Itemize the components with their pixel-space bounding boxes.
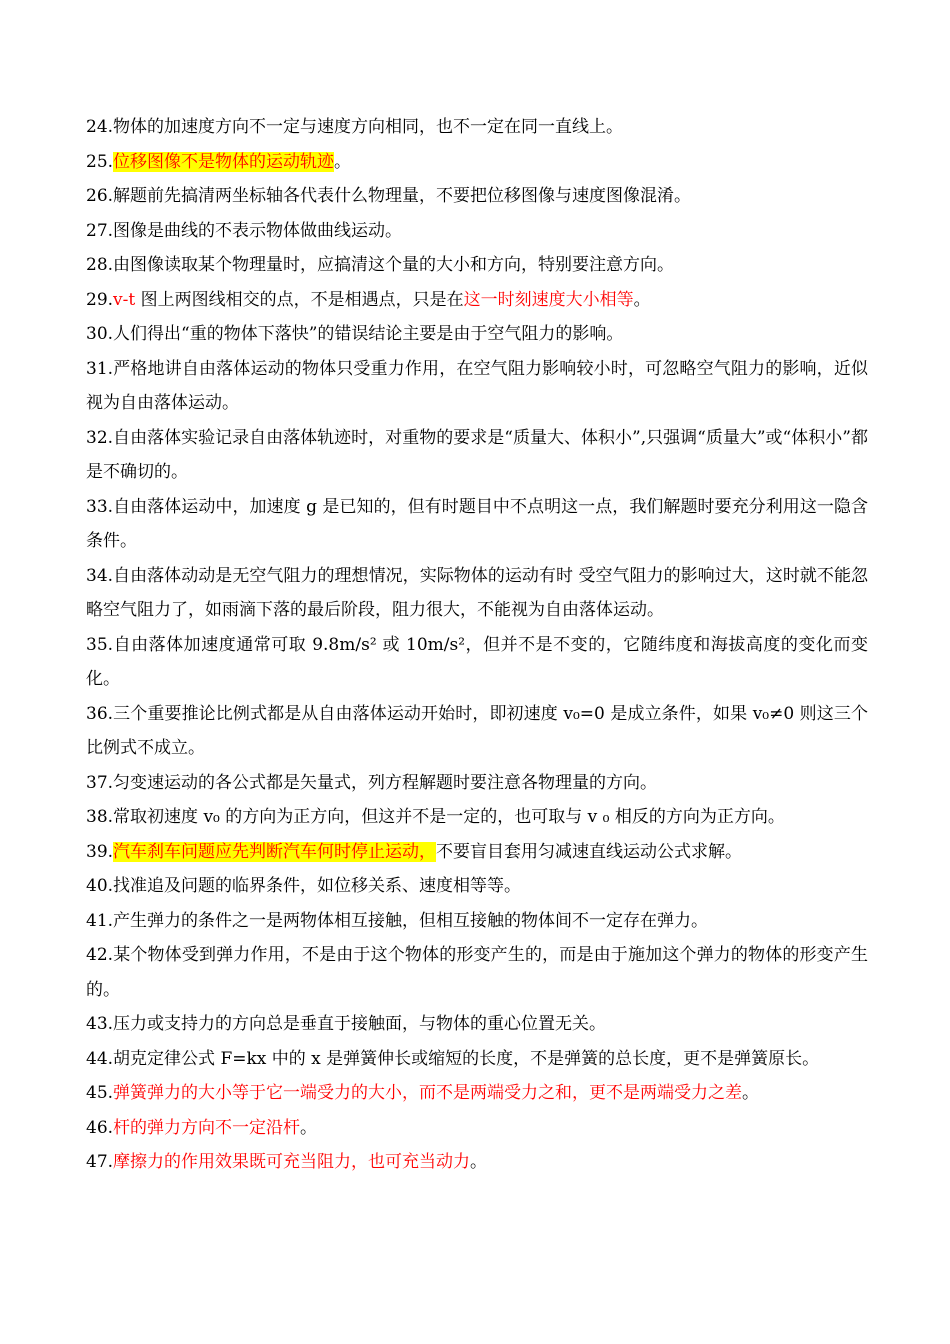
item-number: 28. [86,255,114,275]
list-item [86,904,868,939]
item-number: 26. [86,186,114,206]
item-number: 35. [86,634,114,655]
item-text: 。 [633,289,651,310]
item-number: 24. [86,117,114,137]
item-text: 匀变速运动的各公式都是矢量式，列方程解题时要注意各物理量的方向。 [113,772,658,793]
list-item [86,1145,868,1180]
item-text: 某个物体受到弹力作用，不是由于这个物体的形变产生的，而是由于施加这个弹力的物体的形变产生的。 [86,945,868,1000]
item-text: 胡克定律公式 F=kx 中的 x 是弹簧伸长或缩短的长度，不是弹簧的总长度，更不是弹簧原长。 [113,1048,820,1069]
list-item [86,835,868,870]
item-number: 44. [86,1048,114,1069]
item-text: 。 [334,151,352,172]
item-number: 29. [86,289,114,310]
item-text: 。 [470,1152,488,1172]
list-item [86,628,868,697]
item-text: 解题前先搞清两坐标轴各代表什么物理量，不要把位移图像与速度图像混淆。 [113,186,692,206]
item-text: 不要盲目套用匀减速直线运动公式求解。 [436,841,743,862]
list-item [86,283,868,318]
list-item [86,559,868,628]
item-number: 27. [86,220,114,241]
list-item [86,1007,868,1042]
item-number: 37. [86,772,114,793]
emphasis-text: v-t [113,289,136,310]
list-item [86,145,868,180]
item-text: 自由落体加速度通常可取 9.8m/s² 或 10m/s²，但并不是不变的，它随纬度和海拔高度的变化而变化。 [86,634,868,689]
emphasis-text: 位移图像不是物体的运动轨迹 [113,151,335,172]
list-item [86,869,868,904]
item-number: 41. [86,910,114,931]
item-number: 45. [86,1083,114,1103]
item-number: 33. [86,496,114,517]
emphasis-text: 摩擦力的作用效果既可充当阻力，也可充当动力 [113,1152,471,1172]
emphasis-text: 弹簧弹力的大小等于它一端受力的大小，而不是两端受力之和，更不是两端受力之差 [113,1083,743,1103]
list-item [86,1076,868,1111]
list-item [86,697,868,766]
list-item [86,317,868,352]
list-item [86,800,868,835]
item-text: 找准追及问题的临界条件，如位移关系、速度相等等。 [113,876,522,896]
item-text: 。 [742,1083,760,1103]
item-number: 43. [86,1014,114,1034]
list-item [86,490,868,559]
item-text: 人们得出“重的物体下落快”的错误结论主要是由于空气阻力的影响。 [113,324,624,344]
emphasis-text: 这一时刻速度大小相等 [463,289,634,310]
item-number: 32. [86,427,114,448]
item-number: 38. [86,807,114,827]
item-text: 自由落体动动是无空气阻力的理想情况，实际物体的运动有时 受空气阻力的影响过大，这时就不能忽略空气阻力了，如雨滴下落的最后阶段，阻力很大，不能视为自由落体运动。 [86,565,868,620]
emphasis-text: 汽车刹车问题应先判断汽车何时停止运动， [113,841,437,862]
item-text: 。 [300,1117,318,1138]
item-text: 自由落体实验记录自由落体轨迹时，对重物的要求是“质量大、体积小”,只强调“质量大”或“体积小”都是不确切的。 [86,427,868,482]
item-number: 30. [86,324,114,344]
item-number: 46. [86,1117,114,1138]
item-number: 40. [86,876,114,896]
item-number: 34. [86,565,114,586]
list-item [86,352,868,421]
list-item [86,214,868,249]
item-text: 自由落体运动中，加速度 g 是已知的，但有时题目中不点明这一点，我们解题时要充分利用这一隐含条件。 [86,496,868,551]
item-number: 42. [86,945,114,965]
item-text: 物体的加速度方向不一定与速度方向相同，也不一定在同一直线上。 [113,117,624,137]
item-text: 由图像读取某个物理量时，应搞清这个量的大小和方向，特别要注意方向。 [113,255,675,275]
list-item [86,1111,868,1146]
document-body [86,110,868,1180]
item-text: 图上两图线相交的点，不是相遇点，只是在 [135,289,464,310]
list-item [86,110,868,145]
emphasis-text: 杆的弹力方向不一定沿杆 [113,1117,301,1138]
item-number: 31. [86,358,114,379]
list-item [86,766,868,801]
item-text: 产生弹力的条件之一是两物体相互接触，但相互接触的物体间不一定存在弹力。 [113,910,709,931]
item-text: 严格地讲自由落体运动的物体只受重力作用，在空气阻力影响较小时，可忽略空气阻力的影响，近似视为自由落体运动。 [86,358,868,413]
list-item [86,1042,868,1077]
item-text: 常取初速度 v₀ 的方向为正方向，但这并不是一定的，也可取与 v ₀ 相反的方向为正方向。 [113,807,785,827]
item-number: 25. [86,151,114,172]
item-number: 36. [86,703,114,724]
item-text: 图像是曲线的不表示物体做曲线运动。 [113,220,403,241]
list-item [86,938,868,1007]
item-text: 压力或支持力的方向总是垂直于接触面，与物体的重心位置无关。 [113,1014,607,1034]
list-item [86,179,868,214]
item-number: 47. [86,1152,114,1172]
item-text: 三个重要推论比例式都是从自由落体运动开始时，即初速度 v₀=0 是成立条件，如果 v₀≠0 则这三个比例式不成立。 [86,703,868,758]
list-item [86,421,868,490]
list-item [86,248,868,283]
item-number: 39. [86,841,114,862]
